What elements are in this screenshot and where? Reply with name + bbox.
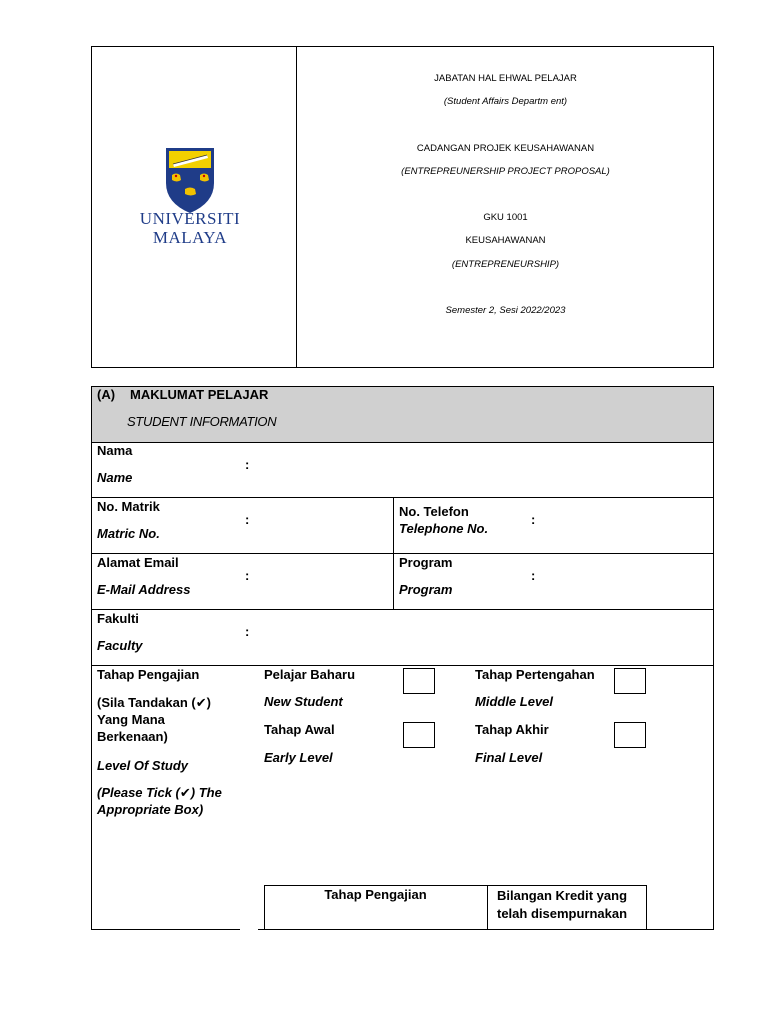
email-input[interactable] — [256, 555, 391, 607]
university-logo — [130, 145, 250, 255]
logo-text-line1: UNIVERSITI — [139, 209, 241, 228]
section-title: MAKLUMAT PELAJAR — [130, 387, 269, 402]
option-new-student-en: New Student — [264, 694, 343, 709]
course-name: KEUSAHAWANAN — [465, 235, 546, 246]
faculty-input[interactable] — [256, 611, 711, 663]
program-label-en: Program — [399, 582, 453, 597]
name-label: Nama — [97, 443, 133, 458]
final-level-checkbox[interactable] — [614, 722, 646, 748]
study-instruction-en: (Please Tick (✔) The Appropriate Box) — [97, 785, 222, 817]
option-middle-level: Tahap Pertengahan — [475, 667, 595, 682]
dept-subtitle: (Student Affairs Departm ent) — [443, 96, 568, 107]
phone-colon: : — [531, 512, 536, 527]
section-code: (A) — [97, 387, 116, 402]
name-label-en: Name — [97, 470, 133, 485]
new-student-checkbox[interactable] — [403, 668, 435, 694]
program-label: Program — [399, 555, 453, 570]
crest-icon — [130, 145, 250, 215]
email-colon: : — [245, 568, 250, 583]
course-code: GKU 1001 — [483, 212, 528, 223]
dept-title: JABATAN HAL EHWAL PELAJAR — [434, 73, 577, 84]
program-input[interactable] — [542, 555, 711, 607]
credit-table-header-level: Tahap Pengajian — [324, 887, 427, 902]
email-label: Alamat Email — [97, 555, 179, 570]
section-subtitle: STUDENT INFORMATION — [127, 414, 277, 429]
option-final-level: Tahap Akhir — [475, 722, 549, 737]
option-new-student: Pelajar Baharu — [264, 667, 356, 682]
course-name-en: (ENTREPRENEURSHIP) — [451, 259, 560, 270]
matric-colon: : — [245, 512, 250, 527]
study-level-label: Tahap Pengajian — [97, 667, 200, 682]
matric-input[interactable] — [256, 499, 391, 551]
faculty-label: Fakulti — [97, 611, 139, 626]
logo-text-line2: MALAYA — [152, 228, 228, 247]
option-early-level-en: Early Level — [264, 750, 333, 765]
matric-label-en: Matric No. — [97, 526, 160, 541]
middle-level-checkbox[interactable] — [614, 668, 646, 694]
phone-label-en: Telephone No. — [399, 521, 489, 536]
study-instruction: (Sila Tandakan (✔) Yang Mana Berkenaan) — [97, 695, 211, 744]
proposal-title: CADANGAN PROJEK KEUSAHAWANAN — [416, 143, 595, 154]
program-colon: : — [531, 568, 536, 583]
phone-input[interactable] — [542, 499, 711, 551]
option-middle-level-en: Middle Level — [475, 694, 554, 709]
name-colon: : — [245, 457, 250, 472]
study-level-label-en: Level Of Study — [97, 758, 189, 773]
proposal-subtitle: (ENTREPREUNERSHIP PROJECT PROPOSAL) — [401, 166, 610, 177]
phone-label: No. Telefon — [399, 504, 469, 519]
credit-table-header-credits: Bilangan Kredit yang telah disempurnakan — [497, 888, 628, 921]
option-early-level: Tahap Awal — [264, 722, 335, 737]
email-label-en: E-Mail Address — [97, 582, 191, 597]
matric-label: No. Matrik — [97, 499, 160, 514]
semester-text: Semester 2, Sesi 2022/2023 — [445, 305, 566, 316]
faculty-colon: : — [245, 624, 250, 639]
early-level-checkbox[interactable] — [403, 722, 435, 748]
faculty-label-en: Faculty — [97, 638, 143, 653]
option-final-level-en: Final Level — [475, 750, 543, 765]
name-input[interactable] — [256, 444, 711, 496]
